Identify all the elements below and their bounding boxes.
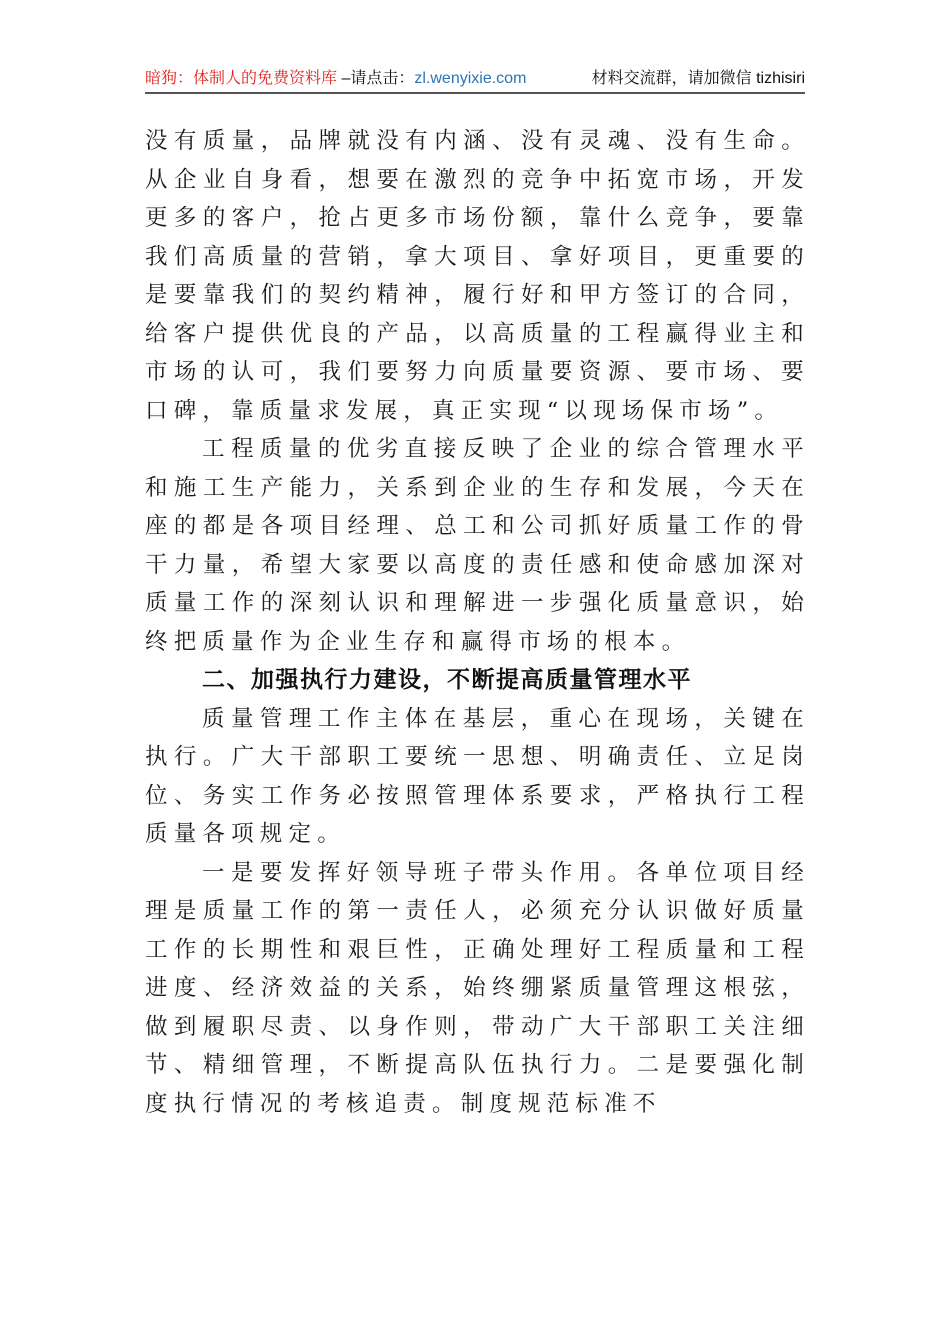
paragraph: 工程质量的优劣直接反映了企业的综合管理水平和施工生产能力，关系到企业的生存和发展，今天在座的都是各项目经理、总工和公司抓好质量工作的骨干力量，希望大家要以高度的责任感和使命感加深对质量工作的深刻认识和理解进一步强化质量意识，始终把质量作为企业生存和赢得市场的根本。 <box>145 436 810 655</box>
paragraph: 质量管理工作主体在基层，重心在现场，关键在执行。广大干部职工要统一思想、明确责任、立足岗位、务实工作务必按照管理体系要求，严格执行工程质量各项规定。 <box>145 705 810 847</box>
header-link[interactable]: zl.wenyixie.com <box>414 70 527 87</box>
header-click-prompt: –请点击： <box>337 70 415 87</box>
header-site-name: 暗狗：体制人的免费资料库 <box>145 70 338 87</box>
watermark-header <box>145 66 805 94</box>
header-contact: 材料交流群，请加微信 tizhisiri <box>591 70 805 87</box>
section-heading: 二、加强执行力建设，不断提高质量管理水平 <box>202 667 692 693</box>
paragraph: 没有质量，品牌就没有内涵、没有灵魂、没有生命。从企业自身看，想要在激烈的竞争中拓宽市场，开发更多的客户，抢占更多市场份额，靠什么竞争，要靠我们高质量的营销，拿大项目、拿好项目，更重要的是要靠我们的契约精神，履行好和甲方签订的合同，给客户提供优良的产品，以高质量的工程赢得业主和市场的认可，我们要努力向质量要资源、要市场、要口碑，靠质量求发展，真正实现“以现场保市场”。 <box>145 128 810 424</box>
document-body <box>145 122 810 1123</box>
paragraph: 一是要发挥好领导班子带头作用。各单位项目经理是质量工作的第一责任人，必须充分认识做好质量工作的长期性和艰巨性，正确处理好工程质量和工程进度、经济效益的关系，始终绷紧质量管理这根弦，做到履职尽责、以身作则，带动广大干部职工关注细节、精细管理，不断提高队伍执行力。二是要强化制度执行情况的考核追责。制度规范标准不 <box>145 859 810 1117</box>
